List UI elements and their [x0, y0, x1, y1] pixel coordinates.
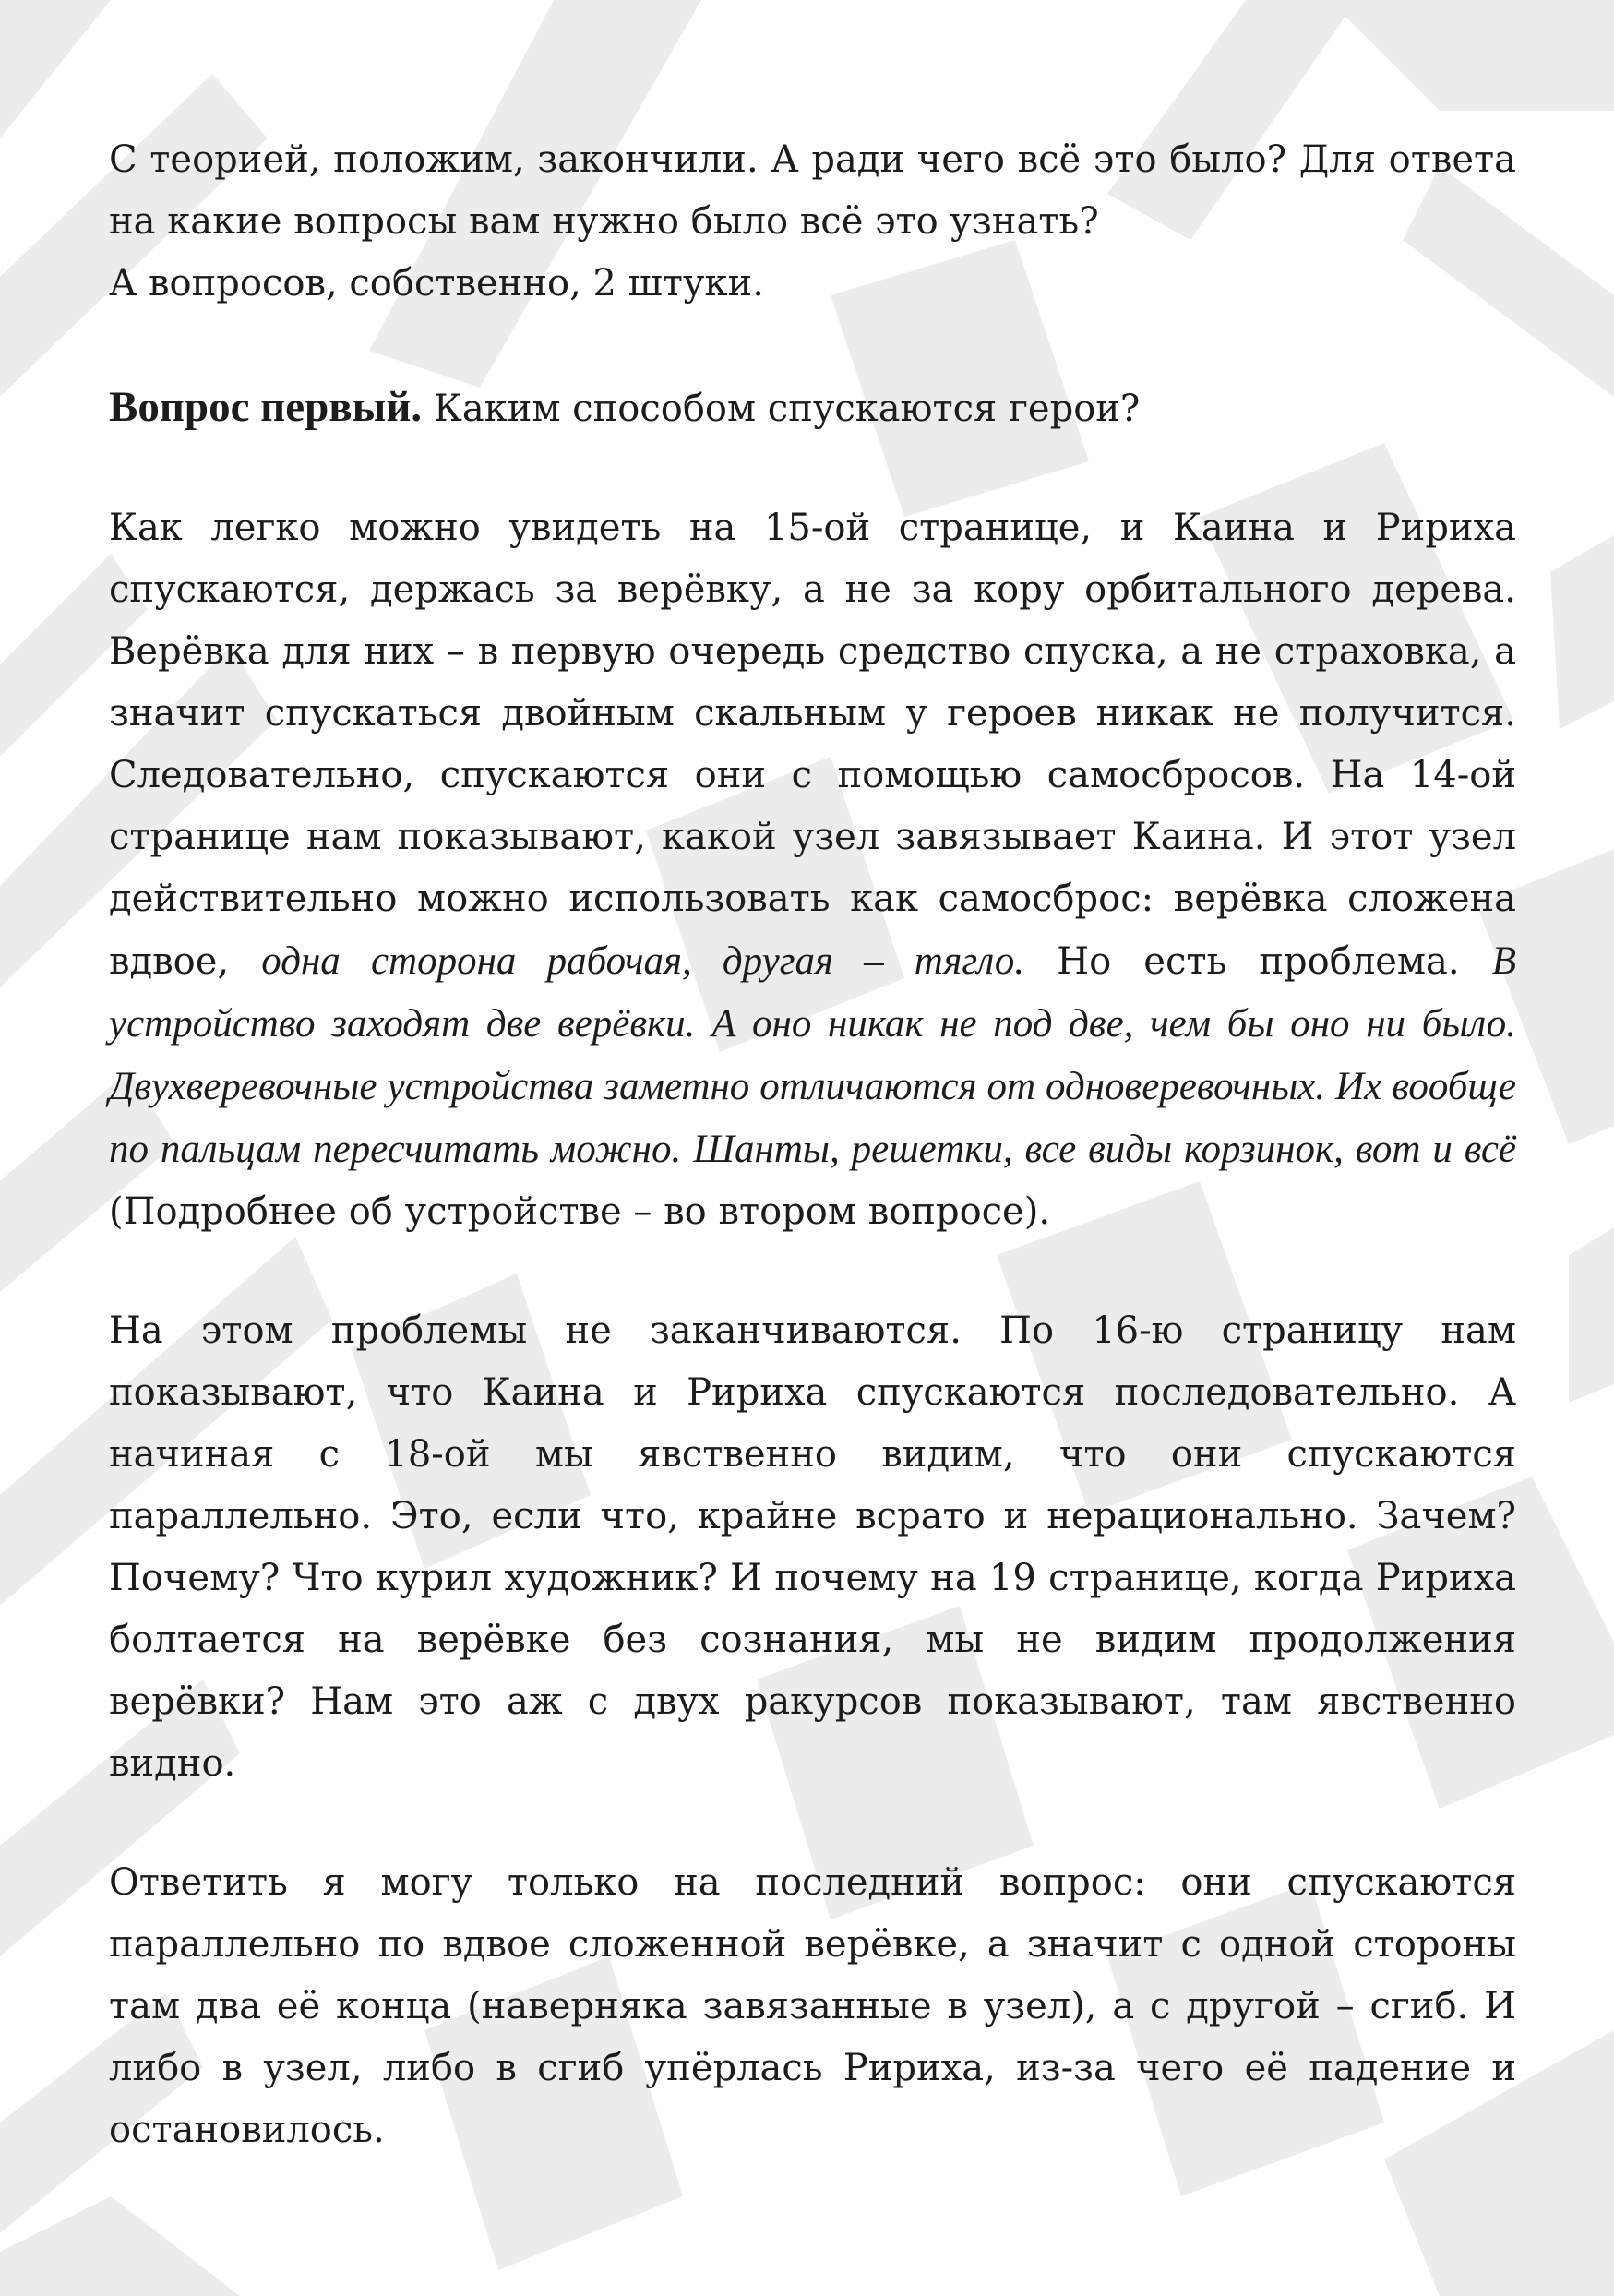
paragraph-text: Но есть проблема. [1024, 940, 1492, 983]
intro-line-1: С теорией, положим, закончили. А ради чего всё это было? Для ответа на какие вопросы вам нужно было всё это узнать? [109, 138, 1516, 243]
question-heading [109, 377, 1516, 440]
paragraph-problems: На этом проблемы не заканчиваются. По 16-ю страницу нам показывают, что Каина и Ририха спускаются последовательно. А начиная с 18-ой мы явственно видим, что они спускаются параллельно. Это, если что, крайне всрато и нерационально. Зачем? Почему? Что курил художник? И почему на 19 странице, когда Ририха болтается на верёвке без сознания, мы не видим продолжения верёвки? Нам это аж с двух ракурсов показывают, там явственно видно. [109, 1309, 1516, 1785]
spacer [109, 315, 1516, 377]
paragraph-text: (Подробнее об устройстве – во втором вопросе). [109, 1190, 1051, 1233]
spacer [109, 440, 1516, 497]
italic-text: В устройство заходят две верёвки. А оно никак не под две, чем бы оно ни было. Двухверевочные устройства заметно отличаются от одноверевочных. Их вообще по пальцам пересчитать можно. Шанты, решетки, все виды корзинок, вот и всё [109, 939, 1516, 1171]
paragraph-descent-method [109, 497, 1516, 1243]
question-lead: Вопрос первый. [109, 383, 423, 431]
intro-line-2: А вопросов, собственно, 2 штуки. [109, 262, 764, 305]
spacer [109, 1243, 1516, 1300]
document-body [109, 129, 1516, 2161]
paragraph-text: Как легко можно увидеть на 15-ой странице, и Каина и Ририха спускаются, держась за верёвку, а не за кору орбитального дерева. Верёвка для них – в первую очередь средство спуска, а не страховка, а значит спускаться двойным скальным у героев никак не получится. Следовательно, спускаются они с помощью самосбросов. На 14-ой странице нам показывают, какой узел завязывает Каина. И этот узел действительно можно использовать как самосброс: верёвка сложена вдвое, [109, 507, 1516, 983]
question-text: Каким способом спускаются герои? [433, 388, 1141, 430]
spacer [109, 1795, 1516, 1852]
intro-paragraph [109, 129, 1516, 315]
paragraph-answer: Ответить я могу только на последний вопрос: они спускаются параллельно по вдвое сложенной верёвке, а значит с одной стороны там два её конца (наверняка завязанные в узел), а с другой – сгиб. И либо в узел, либо в сгиб упёрлась Ририха, из-за чего её падение и остановилось. [109, 1861, 1516, 2151]
italic-text: одна сторона рабочая, другая – тягло. [261, 939, 1025, 983]
